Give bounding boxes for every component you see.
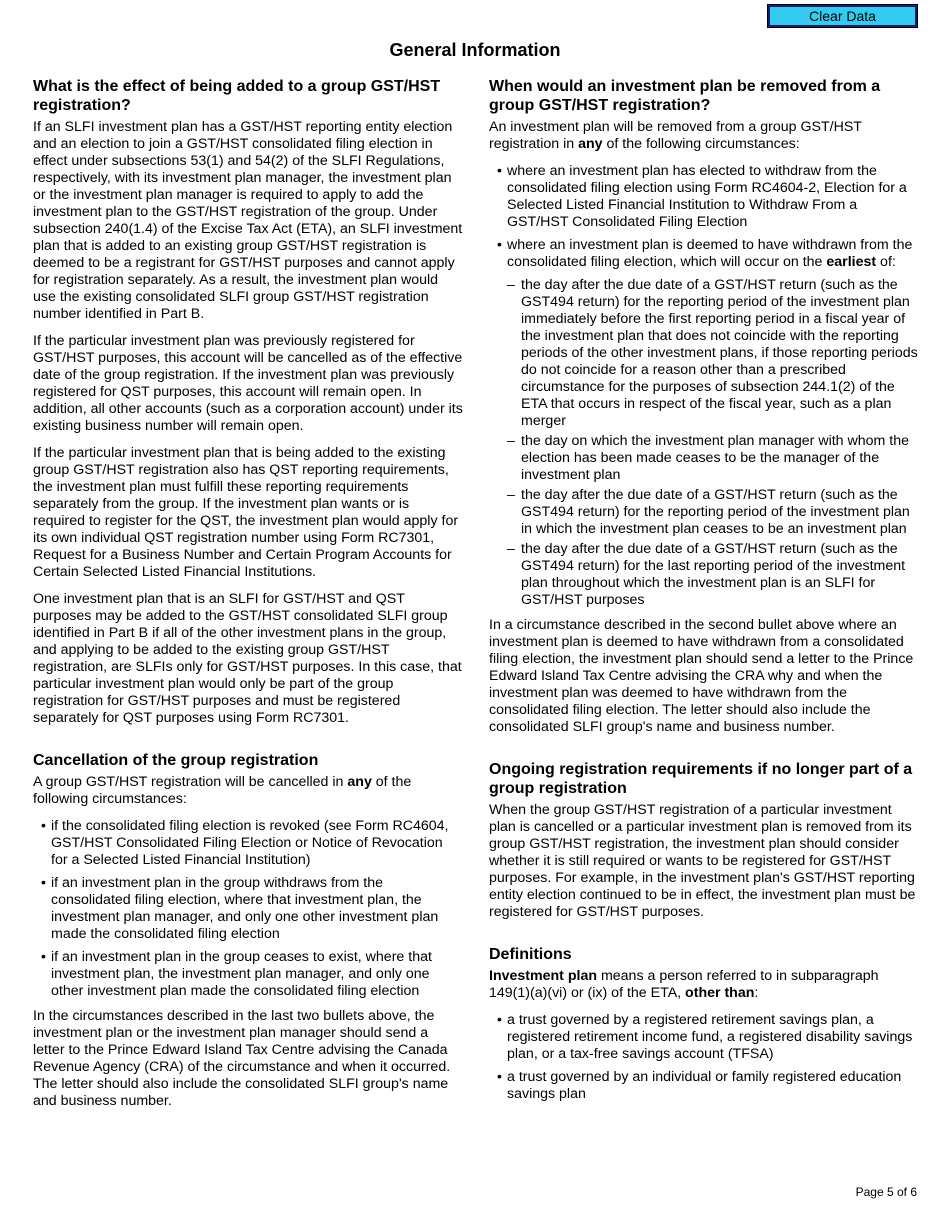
heading-ongoing-registration: Ongoing registration requirements if no longer part of a group registration <box>489 761 913 797</box>
list-item: – the day after the due date of a GST/HST return (such as the GST494 return) for the reporting period of the investment plan in which the investment plan ceases to be an investment plan <box>489 487 919 538</box>
list-item: • a trust governed by an individual or family registered education savings plan <box>489 1069 919 1103</box>
paragraph: In a circumstance described in the second bullet above where an investment plan is deemed to have withdrawn from a consolidated filing election, the investment plan should send a letter to the Prince Edward Island Tax Centre advising the CRA why and when the investment plan was deemed to have withdrawn from the consolidated filing election. The letter should also include the consolidated SLFI group's name and business number. <box>489 617 914 735</box>
paragraph: If an SLFI investment plan has a GST/HST reporting entity election and an election to join a GST/HST consolidated filing election in effect under subsections 53(1) and 54(2) of the SLFI Regulations, respectively, with its investment plan manager, the investment plan or the investment plan manager is required to apply to add the investment plan to the GST/HST registration of the group. Under subsection 240(1.4) of the Excise Tax Act (ETA), an SLFI investment plan that is added to an existing group GST/HST registration is deemed to be a registrant for GST/HST purposes and cannot apply for registration separately. As a result, the investment plan would use the existing consolidated SLFI group GST/HST registration number identified in Part B. <box>33 119 463 322</box>
paragraph: In the circumstances described in the last two bullets above, the investment plan or the investment plan manager should send a letter to the Prince Edward Island Tax Centre advising the Canada Revenue Agency (CRA) of the circumstance and when it occurred. The letter should also include the consolidated SLFI group's name and business number. <box>33 1008 451 1109</box>
definitions-list <box>489 1012 919 1103</box>
list-item: • if an investment plan in the group withdraws from the consolidated filing election, where that investment plan, the investment plan manager, and only one other investment plan made the consolidated filing election <box>33 875 463 943</box>
list-item: • where an investment plan has elected to withdraw from the consolidated filing election using Form RC4604-2, Election for a Selected Listed Financial Institution to Withdraw From a GST/HST Consolidated Filing Election <box>489 163 919 231</box>
definition-investment-plan: Investment plan means a person referred to in subparagraph 149(1)(a)(vi) or (ix) of the ETA, other than: <box>489 968 879 1001</box>
list-item: • a trust governed by a registered retirement savings plan, a registered retirement income fund, a registered disability savings plan, or a tax-free savings account (TFSA) <box>489 1012 919 1063</box>
left-column <box>33 77 463 1120</box>
list-item: – the day on which the investment plan manager with whom the election has been made ceases to be the manager of the investment plan <box>489 433 919 484</box>
paragraph: When the group GST/HST registration of a particular investment plan is cancelled or a particular investment plan is removed from its group GST/HST registration, the investment plan should consider whether it is still required or wants to be registered for GST/HST purposes. For example, in the investment plan's GST/HST reporting entity election continued to be in effect, the investment plan must be registered for GST/HST purposes. <box>489 802 916 920</box>
list-item: – the day after the due date of a GST/HST return (such as the GST494 return) for the last reporting period of the investment plan throughout which the investment plan is an SLFI for GST/HST purposes <box>489 541 919 609</box>
right-column <box>489 77 919 1111</box>
heading-definitions: Definitions <box>489 946 572 963</box>
cancellation-list <box>33 818 463 1000</box>
clear-data-button[interactable]: Clear Data <box>768 5 917 27</box>
removal-list <box>489 163 919 609</box>
list-item: • if an investment plan in the group ceases to exist, where that investment plan, the investment plan manager, and only one other investment plan made the consolidated filing election <box>33 949 463 1000</box>
heading-effect-of-being-added: What is the effect of being added to a group GST/HST registration? <box>33 78 441 114</box>
paragraph: An investment plan will be removed from a group GST/HST registration in any of the following circumstances: <box>489 119 862 152</box>
paragraph: If the particular investment plan was previously registered for GST/HST purposes, this account will be cancelled as of the effective date of the group registration. If the investment plan was previously registered for QST purposes, this account will remain open. In addition, all other accounts (such as a corporation account) under its existing business number will remain open. <box>33 333 463 434</box>
paragraph: If the particular investment plan that is being added to the existing group GST/HST registration also has QST reporting requirements, the investment plan must fulfill these reporting requirements separately from the group. If the investment plan wants or is required to register for the QST, the investment plan would apply for its own individual QST registration number using Form RC7301, Request for a Business Number and Certain Program Accounts for Certain Selected Listed Financial Institutions. <box>33 445 459 580</box>
page-number: Page 5 of 6 <box>855 1185 917 1199</box>
page-title: General Information <box>389 40 561 60</box>
paragraph: One investment plan that is an SLFI for GST/HST and QST purposes may be added to the GST/HST consolidated SLFI group identified in Part B if all of the other investment plans in the group, and applying to be added to the existing group GST/HST registration, are SLFIs only for GST/HST purposes. In this case, that particular investment plan would only be part of the group registration for GST/HST purposes and must be registered separately for QST purposes using Form RC7301. <box>33 591 462 726</box>
list-item: • if the consolidated filing election is revoked (see Form RC4604, GST/HST Consolidated Filing Election or Notice of Revocation for a Selected Listed Financial Institution) <box>33 818 463 869</box>
paragraph: A group GST/HST registration will be cancelled in any of the following circumstances: <box>33 774 412 807</box>
heading-removed-from-group: When would an investment plan be removed from a group GST/HST registration? <box>489 78 881 114</box>
heading-cancellation: Cancellation of the group registration <box>33 752 319 769</box>
list-item: • where an investment plan is deemed to have withdrawn from the consolidated filing election, which will occur on the earliest of: <box>489 237 919 271</box>
list-item: – the day after the due date of a GST/HST return (such as the GST494 return) for the reporting period of the investment plan immediately before the first reporting period in a fiscal year of the investment plan that does not coincide with the reporting periods of the other investment plans, if those reporting periods do not coincide for a reason other than a prescribed circumstance for the purposes of subsection 244.1(2) of the ETA that occurs in respect of the fiscal year, such as a plan merger <box>489 277 919 430</box>
